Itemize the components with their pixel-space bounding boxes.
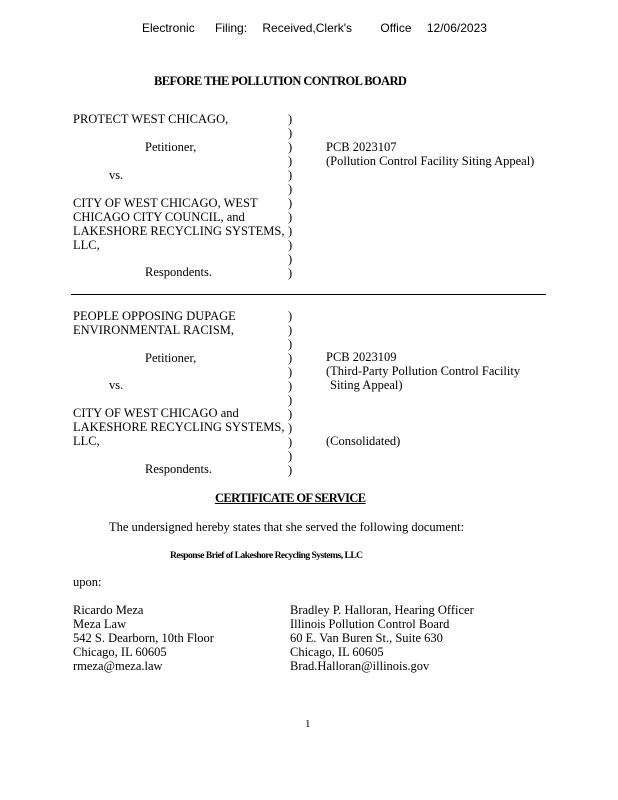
paren: ) xyxy=(288,379,293,393)
case2-respondent-label: Respondents. xyxy=(145,462,213,476)
paren: ) xyxy=(288,309,293,323)
paren: ) xyxy=(288,140,293,154)
case2-respondent-line: LAKESHORE RECYCLING SYSTEMS, xyxy=(73,420,285,434)
upon-label: upon: xyxy=(73,575,102,589)
paren: ) xyxy=(288,126,293,140)
paren: ) xyxy=(288,224,293,238)
board-heading: BEFORE THE POLLUTION CONTROL BOARD xyxy=(154,74,407,88)
certificate-statement: The undersigned hereby states that she served the following document: xyxy=(109,520,465,534)
served-document: Response Brief of Lakeshore Recycling Systems, LLC xyxy=(170,551,363,561)
case-divider xyxy=(71,294,546,295)
paren: ) xyxy=(288,182,293,196)
paren: ) xyxy=(288,168,293,182)
case2-respondent-line: LLC, xyxy=(73,434,100,448)
paren: ) xyxy=(288,393,293,407)
recipient-line: Bradley P. Halloran, Hearing Officer xyxy=(290,603,474,617)
certificate-title: CERTIFICATE OF SERVICE xyxy=(215,491,366,505)
stamp-filing: Filing: xyxy=(215,21,248,35)
paren: ) xyxy=(288,154,293,168)
case2-petitioner-label: Petitioner, xyxy=(145,351,197,365)
case1-vs: vs. xyxy=(109,168,124,182)
recipient-line: Ricardo Meza xyxy=(73,603,144,617)
paren: ) xyxy=(288,196,293,210)
stamp-received-clerks: Received,Clerk's xyxy=(262,21,353,35)
filing-stamp xyxy=(142,21,487,35)
case1-respondent-line: CITY OF WEST CHICAGO, WEST xyxy=(73,196,258,210)
paren: ) xyxy=(288,266,293,280)
paren: ) xyxy=(288,407,293,421)
case2-case-description: Siting Appeal) xyxy=(330,378,403,392)
case1-respondent-line: CHICAGO CITY COUNCIL, and xyxy=(73,210,245,224)
stamp-date: 12/06/2023 xyxy=(426,21,487,35)
paren: ) xyxy=(288,365,293,379)
paren: ) xyxy=(288,435,293,449)
paren: ) xyxy=(288,351,293,365)
case2-case-number: PCB 2023109 xyxy=(326,350,397,364)
recipient-email: Brad.Halloran@illinois.gov xyxy=(290,659,430,673)
case2-petitioner-line: PEOPLE OPPOSING DUPAGE xyxy=(73,309,236,323)
paren: ) xyxy=(288,421,293,435)
paren: ) xyxy=(288,210,293,224)
case1-case-description: (Pollution Control Facility Siting Appeal) xyxy=(326,154,535,168)
case2-case-description: (Third-Party Pollution Control Facility xyxy=(326,364,521,378)
case2-vs: vs. xyxy=(109,378,124,392)
recipient-line: Chicago, IL 60605 xyxy=(73,645,167,659)
stamp-electronic: Electronic xyxy=(142,21,195,35)
paren: ) xyxy=(288,463,293,477)
paren: ) xyxy=(288,252,293,266)
paren: ) xyxy=(288,449,293,463)
case1-petitioner-label: Petitioner, xyxy=(145,140,197,154)
recipient-line: Meza Law xyxy=(73,617,127,631)
recipient-line: 60 E. Van Buren St., Suite 630 xyxy=(290,631,443,645)
case1-petitioner-name: PROTECT WEST CHICAGO, xyxy=(73,112,229,126)
recipient-line: 542 S. Dearborn, 10th Floor xyxy=(73,631,214,645)
case1-case-number: PCB 2023107 xyxy=(326,140,397,154)
recipient-line: Illinois Pollution Control Board xyxy=(290,617,450,631)
paren: ) xyxy=(288,238,293,252)
case2-consolidated: (Consolidated) xyxy=(326,434,401,448)
case2-respondent-line: CITY OF WEST CHICAGO and xyxy=(73,406,239,420)
recipient-email: rmeza@meza.law xyxy=(73,659,163,673)
case1-respondent-line: LAKESHORE RECYCLING SYSTEMS, xyxy=(73,224,285,238)
page-number: 1 xyxy=(305,718,311,730)
case1-respondent-label: Respondents. xyxy=(145,265,213,279)
case1-respondent-line: LLC, xyxy=(73,238,100,252)
paren: ) xyxy=(288,112,293,126)
case2-petitioner-line: ENVIRONMENTAL RACISM, xyxy=(73,323,235,337)
stamp-office: Office xyxy=(380,21,412,35)
paren: ) xyxy=(288,337,293,351)
paren: ) xyxy=(288,323,293,337)
recipient-line: Chicago, IL 60605 xyxy=(290,645,384,659)
